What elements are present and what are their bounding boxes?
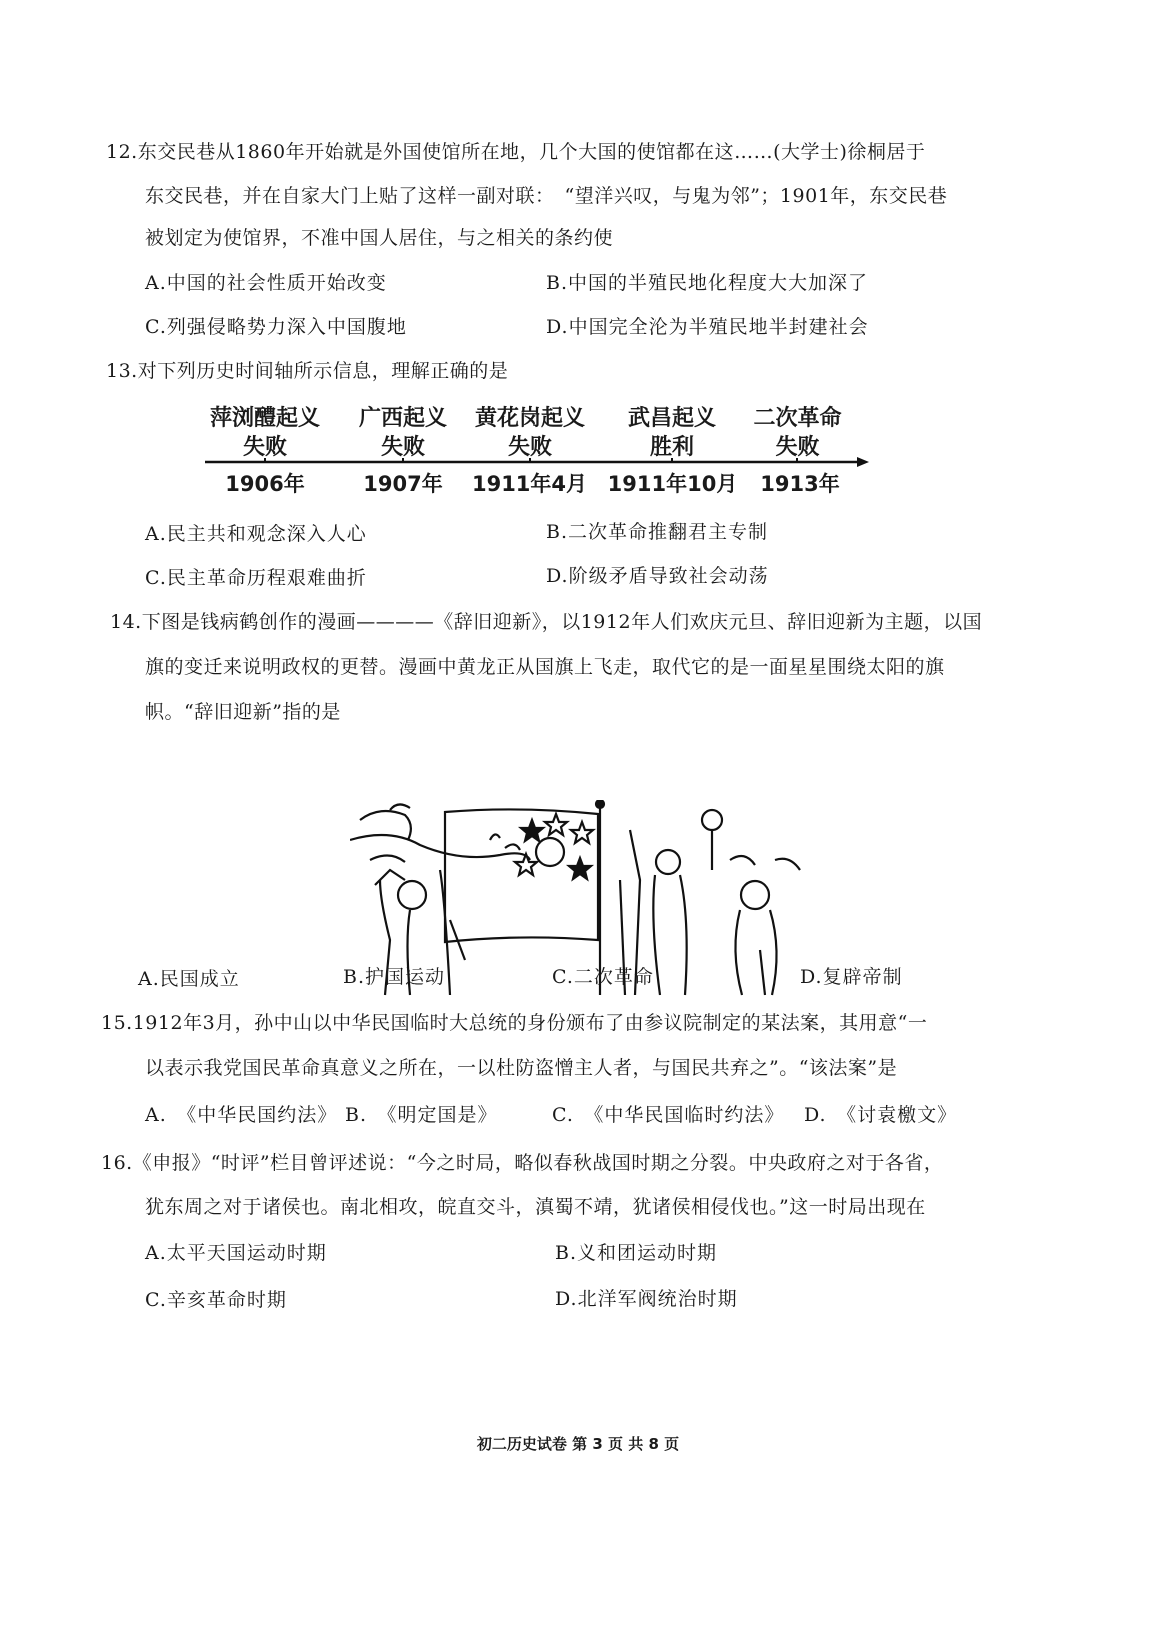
timeline-event-1-result: 失败 <box>242 435 287 460</box>
timeline-event-3-result: 失败 <box>507 435 552 460</box>
q13-option-a: A.民主共和观念深入人心 <box>145 523 367 545</box>
timeline-event-1-name: 萍浏醴起义 <box>209 406 320 431</box>
q12-option-d: D.中国完全沦为半殖民地半封建社会 <box>546 316 869 338</box>
q15-option-d: D. 《讨袁檄文》 <box>804 1104 958 1126</box>
timeline-event-4-result: 胜利 <box>649 435 694 460</box>
q15-stem-line1: 15.1912年3月，孙中山以中华民国临时大总统的身份颁布了由参议院制定的某法案，其用意“一 <box>101 1012 928 1034</box>
timeline-event-2-result: 失败 <box>380 435 425 460</box>
q16-option-b: B.义和团运动时期 <box>555 1242 718 1264</box>
q15-option-b: B. 《明定国是》 <box>345 1104 498 1126</box>
history-timeline <box>205 406 925 518</box>
timeline-event-5-name: 二次革命 <box>753 406 842 431</box>
q15-option-c: C. 《中华民国临时约法》 <box>552 1104 785 1126</box>
timeline-event-5-result: 失败 <box>775 435 820 460</box>
q16-stem-line2: 犹东周之对于诸侯也。南北相攻，皖直交斗，滇蜀不靖，犹诸侯相侵伐也。”这一时局出现在 <box>145 1196 926 1218</box>
timeline-year-1: 1906年 <box>225 472 305 496</box>
timeline-event-4-name: 武昌起义 <box>627 406 716 431</box>
q12-stem-line1: 12.东交民巷从1860年开始就是外国使馆所在地，几个大国的使馆都在这……(大学士)徐桐居于 <box>106 141 926 163</box>
q15-stem-line2: 以表示我党国民革命真意义之所在，一以杜防盗憎主人者，与国民共弃之”。“该法案”是 <box>145 1057 898 1079</box>
timeline-event-2-name: 广西起义 <box>358 406 447 431</box>
q14-stem-line1: 14.下图是钱病鹤创作的漫画————《辞旧迎新》，以1912年人们欢庆元旦、辞旧迎新为主题，以国 <box>110 611 983 633</box>
q14-option-c: C.二次革命 <box>552 966 654 988</box>
q16-stem-line1: 16.《申报》“时评”栏目曾评述说：“今之时局，略似春秋战国时期之分裂。中央政府之对于各省， <box>101 1152 944 1174</box>
q12-option-c: C.列强侵略势力深入中国腹地 <box>145 316 407 338</box>
timeline-year-5: 1913年 <box>760 472 840 496</box>
timeline-year-3: 1911年4月 <box>471 472 588 496</box>
q12-stem-line3: 被划定为使馆界，不准中国人居住，与之相关的条约使 <box>145 227 614 249</box>
q12-option-b: B.中国的半殖民地化程度大大加深了 <box>546 272 869 294</box>
timeline-year-4: 1911年10月 <box>607 472 738 496</box>
page-footer: 初二历史试卷 第 3 页 共 8 页 <box>476 1435 680 1453</box>
q12-option-a: A.中国的社会性质开始改变 <box>145 272 387 294</box>
q13-stem: 13.对下列历史时间轴所示信息，理解正确的是 <box>106 360 509 382</box>
q12-stem-line2: 东交民巷，并在自家大门上贴了这样一副对联： “望洋兴叹，与鬼为邻”；1901年，东交民巷 <box>145 185 948 207</box>
q14-option-a: A.民国成立 <box>138 968 240 990</box>
q16-option-d: D.北洋军阀统治时期 <box>555 1288 738 1310</box>
q14-option-b: B.护国运动 <box>343 966 446 988</box>
q13-option-b: B.二次革命推翻君主专制 <box>546 521 769 543</box>
q14-stem-line3: 帜。“辞旧迎新”指的是 <box>145 701 341 723</box>
q13-option-c: C.民主革命历程艰难曲折 <box>145 567 367 589</box>
q13-option-d: D.阶级矛盾导致社会动荡 <box>546 565 769 587</box>
q15-option-a: A. 《中华民国约法》 <box>145 1104 338 1126</box>
q14-option-d: D.复辟帝制 <box>800 966 903 988</box>
q16-option-c: C.辛亥革命时期 <box>145 1289 287 1311</box>
timeline-event-3-name: 黄花岗起义 <box>474 406 585 431</box>
timeline-year-2: 1907年 <box>363 472 443 496</box>
q14-stem-line2: 旗的变迁来说明政权的更替。漫画中黄龙正从国旗上飞走，取代它的是一面星星围绕太阳的旗 <box>145 656 945 678</box>
q16-option-a: A.太平天国运动时期 <box>145 1242 327 1264</box>
